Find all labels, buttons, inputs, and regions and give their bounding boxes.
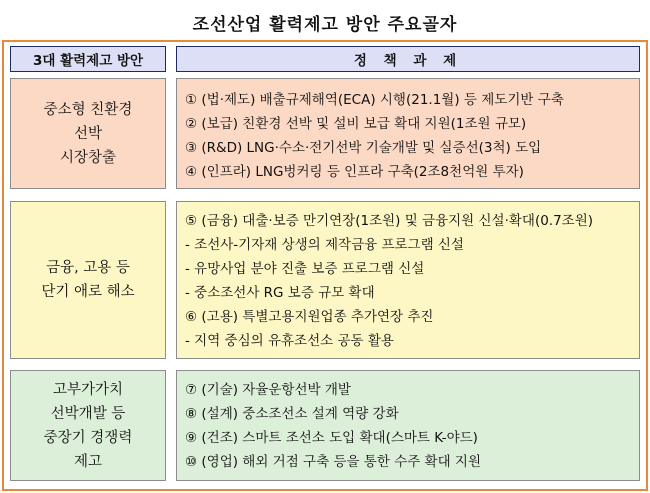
header-policy-tasks: 정 책 과 제 — [176, 46, 640, 72]
policy-item: ④ (인프라) LNG벙커링 등 인프라 구축(2조8천억원 투자) — [185, 164, 524, 180]
category-line: 시장창출 — [59, 149, 117, 166]
policy-item: ① (법·제도) 배출규제해역(ECA) 시행(21.1월) 등 제도기반 구축 — [185, 92, 564, 108]
policy-item: ⑧ (설계) 중소조선소 설계 역량 강화 — [185, 406, 399, 422]
category-eco-ship-market — [10, 78, 166, 189]
policy-item: ⑩ (영업) 해외 거점 구축 등을 통한 수주 확대 지원 — [185, 454, 481, 470]
category-line: 중장기 경쟁력 — [43, 429, 133, 446]
policy-item: ⑤ (금융) 대출·보증 만기연장(1조원) 및 금융지원 신설·확대(0.7조원) — [185, 213, 594, 229]
policy-item: ② (보급) 친환경 선박 및 설비 보급 확대 지원(1조원 규모) — [185, 116, 527, 132]
category-line: 금융, 고용 등 — [46, 260, 130, 276]
page-title: 조선산업 활력제고 방안 주요골자 — [192, 15, 458, 35]
header-strategy: 3대 활력제고 방안 — [10, 46, 166, 72]
category-line: 단기 애로 해소 — [41, 284, 135, 300]
policy-subitem: - 유망사업 분야 진출 보증 프로그램 신설 — [185, 261, 425, 277]
policy-item: ⑨ (건조) 스마트 조선소 도입 확대(스마트 K-야드) — [185, 430, 478, 446]
policy-list-short-term-relief — [176, 201, 640, 359]
policy-subitem: - 조선사-기자재 상생의 제작금융 프로그램 신설 — [185, 237, 464, 253]
category-line: 선박개발 등 — [50, 405, 126, 422]
policy-item: ⑦ (기술) 자율운항선박 개발 — [185, 382, 351, 398]
category-line: 제고 — [73, 453, 102, 470]
category-line: 고부가가치 — [52, 381, 124, 398]
policy-item: ⑥ (고용) 특별고용지원업종 추가연장 추진 — [185, 309, 434, 325]
policy-item: ③ (R&D) LNG·수소·전기선박 기술개발 및 실증선(3척) 도입 — [185, 140, 542, 156]
policy-subitem: - 지역 중심의 유휴조선소 공동 활용 — [185, 333, 394, 349]
policy-list-long-term-competitiveness — [176, 370, 640, 481]
category-short-term-relief — [10, 201, 166, 359]
category-long-term-competitiveness — [10, 370, 166, 481]
category-line: 중소형 친환경 — [43, 101, 133, 118]
policy-subitem: - 중소조선사 RG 보증 규모 확대 — [185, 285, 375, 301]
category-line: 선박 — [73, 125, 102, 142]
policy-list-eco-ship-market — [176, 78, 640, 189]
